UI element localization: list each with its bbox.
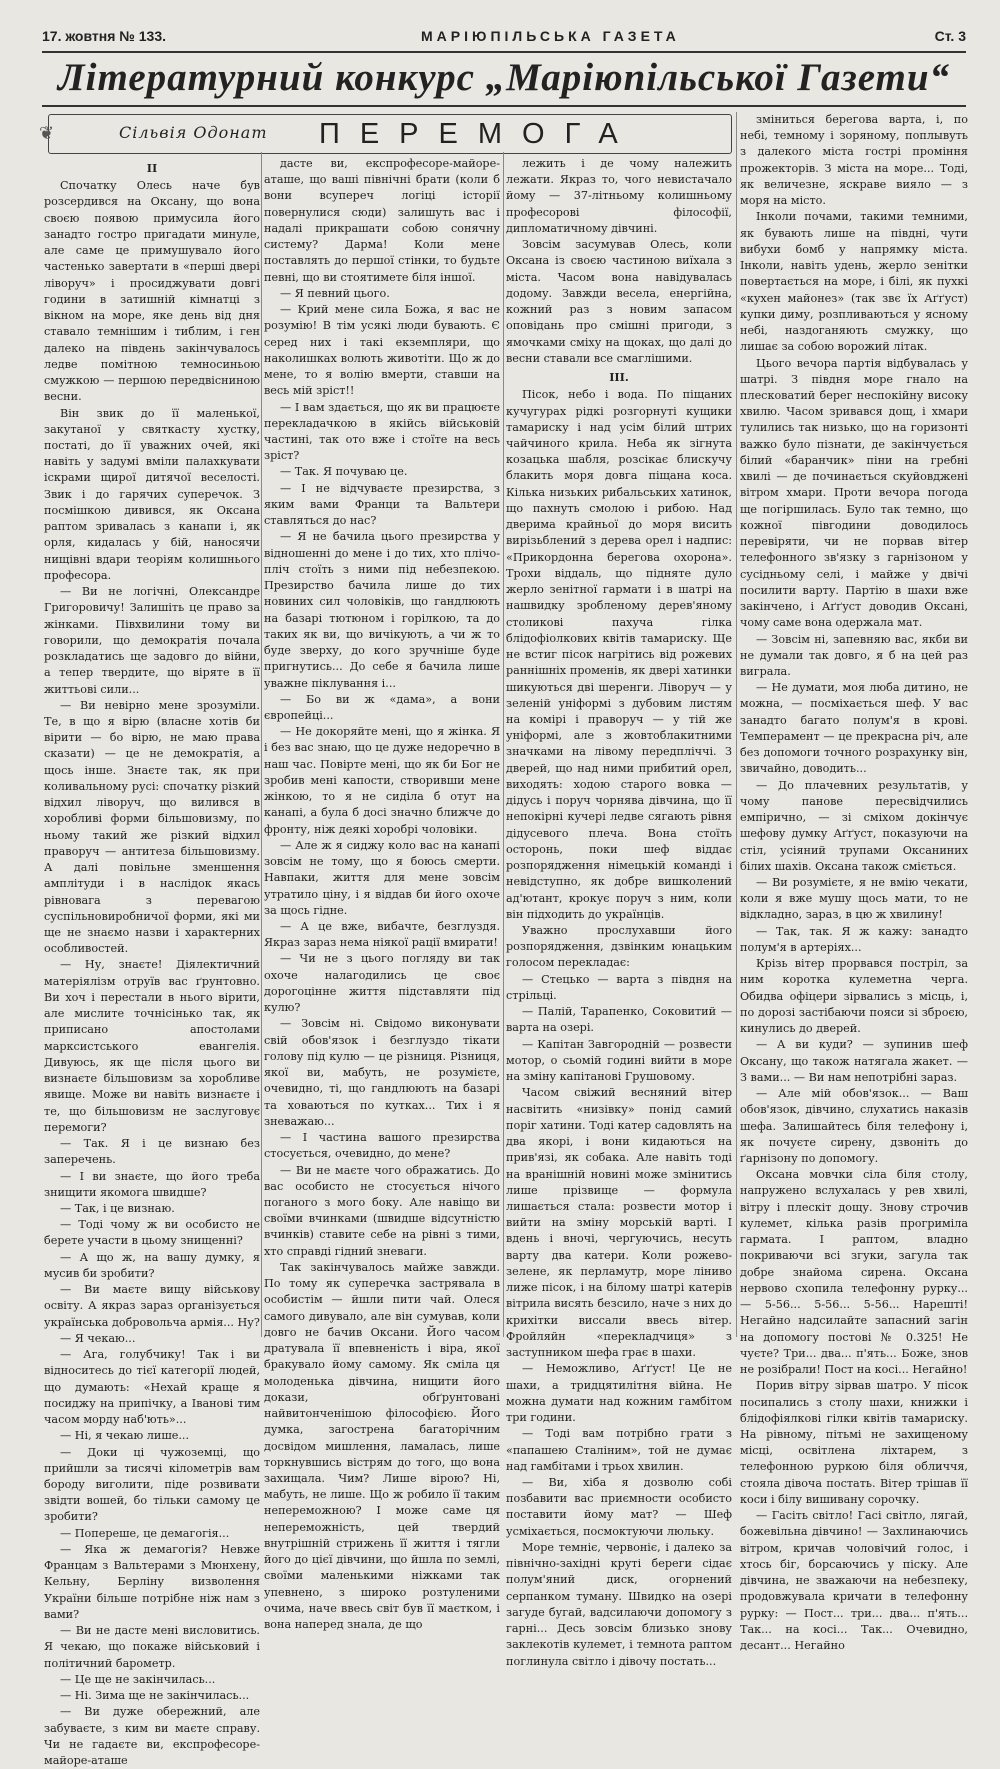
paragraph: — Чи не з цього погляду ви так охоче налагодились це своє дорогоцінне життя підставляти під кулю? <box>264 952 500 1015</box>
text-column-2 <box>264 156 500 1632</box>
column-divider <box>503 152 504 1337</box>
paragraph: — І частина вашого презирства стосується, очевидно, до мене? <box>264 1131 500 1161</box>
paragraph: — А що ж, на вашу думку, я мусив би зробити? <box>44 1250 260 1280</box>
text-column-4 <box>740 112 968 1653</box>
paragraph: — Не думати, моя люба дитино, не можна, — посміхається шеф. У вас занадто багато полум'я в крові. Темперамент — це прекрасна річ, але без допомоги точного розрахунку він, звичайно, доводить... <box>740 681 968 776</box>
paragraph: — Попереше, це демагогія... <box>60 1526 230 1540</box>
paragraph: — Тоді вам потрібно грати з «папашею Сталіним», той не думає над гамбітами і трьох хвилин. <box>506 1427 732 1473</box>
paragraph: — Але мій обов'язок... — Ваш обов'язок, дівчино, слухатись наказів шефа. Залишайтесь біля телефону і, як почуєте сирену, дзвоніть до ґарнізону по допомогу. <box>740 1087 968 1165</box>
text-column-1 <box>44 158 260 1767</box>
paragraph: — Ви невірно мене зрозуміли. Те, в що я вірю (власне хотів би вірити — бо вірю, не маю права сказати) — це не демократія, а щось інше. Знаєте так, як при коливальному русі: спочатку різкий відхил ліворуч, що вилився в хоробливі форми більшовизму, по ньому такий же різкий відхил праворуч — антитеза більшовизму. А далі повільне зменшення амплітуди і в наслідок якась рівновага з перевагою суспільновиробничої форми, які ми ще не знаємо назви і характерних особливостей. <box>44 698 260 956</box>
story-title-box <box>39 114 732 154</box>
paragraph: — Так, і це визнаю. <box>60 1202 175 1215</box>
paragraph: — Ні. Зима ще не закінчилась... <box>60 1689 250 1703</box>
issue-date: 17. жовтня № 133. <box>42 28 167 44</box>
paragraph: — І не відчуваєте презирства, з яким вами Франци та Вальтери ставляться до нас? <box>264 481 500 528</box>
paragraph: — Зовсім ні, запевняю вас, якби ви не думали так довго, я б на цей раз виграла. <box>740 632 968 678</box>
paragraph: — Я не бачила цього презирства у відношенні до мене і до тих, хто плічо-пліч стоїть з ними під небезпекою. Презирство бачила лише до тих новиних сил чоловіків, що гандлюють на базарі тютюном і горілкою, та до таких як ви, що вичікують, а чи ж то буде зверху, до кого зручніше буде пригнутись... До себе я бачила лише уважне піклування і... <box>264 530 500 690</box>
paragraph: — Ага, голубчику! Так і ви відноситесь до тієї категорії людей, що думають: «Нехай краще я посиджу на припічку, а Іванові тим часом морду наб'ють»... <box>44 1348 260 1427</box>
story-author: Сільвія Одонат <box>119 123 268 142</box>
paragraph: — Ні, я чекаю лише... <box>60 1429 190 1443</box>
paragraph: — Ну, знаєте! Діялектичний матеріялізм отруїв вас ґрунтовно. Ви хоч і перестали в нього вірити, але мислите точнісінько так, як приписано апостолами марксистського евангелія. Дивуюсь, як ще після цього ви визнаєте більшовизм за хоробливе явище. Може ви навіть визнаєте і те, що більшовизм не заслуговує перемоги? <box>44 958 260 1134</box>
paragraph: — До плачевних результатів, у чому панове пересвідчились емпірично, — зі сміхом докінчує шефову думку Аґґуст, показуючи на стіл, усіяний трупами Оксаниних білих шахів. Оксана також сміється. <box>740 778 968 873</box>
paragraph: — Яка ж демагогія? Невже Францам з Вальтерами з Мюнхену, Кельну, Берліну визволення України більше потрібне ніж нам з вами? <box>44 1542 260 1621</box>
ornament-icon: ❦ <box>39 123 55 144</box>
column-divider <box>736 112 737 1337</box>
paragraph: — І ви знаєте, що його треба знищити якомога швидше? <box>44 1169 260 1199</box>
paragraph: — Не докоряйте мені, що я жінка. Я і без вас знаю, що це дуже недоречно в наш час. Повірте мені, що як би Бог не зробив мені капости, створивши мене жінкою, то я не сиділа б отут на канапі, а була б досі значно ближче до фронту, ніж деякі хоробрі чоловіки. <box>264 725 500 836</box>
paragraph: — Крий мене сила Божа, я вас не розумію! В тім усякі люди бувають. Є серед них і такі екземпляри, що наколишках волють животіти. Що ж до мене, то я волію вмерти, ставши на весь мій зріст!! <box>264 303 500 398</box>
paragraph: — Ви не логічні, Олександре Григоровичу! Залишіть це право за жінками. Півхвилини тому ви говорили, що демократія почала розкладатись ще задовго до війни, а тепер твердите, що віряте в її життьові сили... <box>44 585 260 696</box>
paragraph: — Бо ви ж «дама», а вони європейці... <box>264 692 500 722</box>
paragraph: Пісок, небо і вода. По піщаних кучугурах рідкі розгорнуті кущики тамариску і над усім білий штрих чайчиного крила. Неба як зігнута козацька шабля, розсікає блискучу блакить моря довга піщана коса. Кілька низьких рибальських хатинок, що пахнуть смолою і рибою. Над дверима крайньої до моря висить вирізьблений з дерева орел і надпис: «Прикордонна берегова охорона». Трохи віддаль, що підняте дуло жерло зенітної гармати і в шатрі на нашвидку зробленому дерев'яному столикові пахуча гілка блідофіолкових квітів тамариску. Ще не встиг пісок нагрітись від рожевих раннішніх променів, як двері хатинки шикуються дві шеренги. Ліворуч — у зеленій уніформі з дубовим листям на комірі і праворуч — у тій же уніформі, але з жовтоблакитними значками на лівому передпліччі. З дверей, що над ними прибитий орел, виходять: ходою старого вовка — дідусь і поруч чорнява дівчина, що її непокірні кучері ледве сягають рівня дідусевого плеча. Вона стоїть осторонь, поки шеф віддає розпорядження німецькій команді і невідступно, як добре вишколений ад'ютант, крокує поруч з ним, коли він підходить до українців. <box>506 388 732 921</box>
paragraph: Часом свіжий весняний вітер насвітить «низівку» понід самий поріг хатини. Тоді катер садовлять на два якорі, і вони кидаються на прив'язі, як собака. Але навіть тоді на вранішній новині може змінитись лише прізвище — формула лишається стала: розвести мотор і вийти на зміну морській варті. І вдень і вночі, чергуючись, несуть варту два катери. Коли рожево-зелене, як перламутр, море ліниво лиже пісок, і на білому шатрі катерів вітрила висять безсило, наче з них до крихітки виссали ввесь вітер. Фройляйн «перекладчиця» з заступником шефа грає в шахи. <box>506 1086 732 1360</box>
paragraph: — А це вже, вибачте, безглуздя. Якраз зараз нема ніякої рації вмирати! <box>264 920 500 950</box>
paragraph: — Я чекаю... <box>60 1331 136 1345</box>
paragraph: — Ви не маєте чого ображатись. До вас особисто не стосується нічого поганого з мого боку. Але навіщо ви своїми вчинками (швидше відсутністю вчинків) ставите себе на рівні з тими, хто справді гідний зневаги. <box>264 1163 500 1258</box>
paragraph: — Я певний цього. <box>280 286 390 300</box>
paragraph: — Ви дуже обережний, але забуваєте, з ким ви маєте справу. Чи не гадаєте ви, експрофесоре-майоре-аташе <box>44 1705 260 1767</box>
paragraph: — Гасіть світло! Гасі світло, лягай, божевільна дівчино! — Захлинаючись вітром, кричав чоловічий голос, і хтось біг, борсаючись у піску. Але дівчина, не зважаючи на небезпеку, продовжувала кричати в телефонну рурку: — Пост... три... два... п'ять... Так... на косі... Так... Очевидно, десант... Негайно <box>740 1509 968 1653</box>
paragraph: Він звик до її маленької, закутаної у святкасту хустку, постаті, до її уважних очей, які навіть у задумі вміли палахкувати іскрами щирої дитячої веселості. Звик і до гарячих суперечок. З посмішкою дивився, як Оксана раптом зривалась з канапи і, як орля, кидалась у бій, наносячи нищівні вдари теоріям колишнього професора. <box>44 406 260 582</box>
paragraph: Море темніє, червоніє, і далеко за північно-західні круті береги сідає полум'яний диск, огорнений серпанком туману. Швидко на озері загуде бугай, вадсилаючи допомогу з гарні... Десь зовсім близько знову заклекотів кулемет, і темнота раптом поглинула світло і дівочу постать... <box>506 1540 732 1668</box>
story-title: ПЕРЕМОГА <box>319 118 638 150</box>
paragraph: зміниться берегова варта, і, по небі, темному і зоряному, поплывуть з далекого міста гострі проміння прожекторів. З міста на море... Тоді, як величезне, яскраве вияло — з моря на місто. <box>740 113 968 208</box>
page-number: Ст. 3 <box>934 28 966 44</box>
paragraph: — Палій, Тарапенко, Соковитий — варта на озері. <box>506 1005 732 1035</box>
paragraph: Спочатку Олесь наче був розсердився на Оксану, що вона своєю появою примусила його занадто гостро пригадати минуле, але саме це примушувало його частенько завертати в «перші двері ліворуч» і просиджувати довгі години в затишній кімнатці з вікном на море, яке день від дня ставало темнішим і тиблим, і ген далеко на південь закінчувалось ледве помітною темносиньою смужкою — першою передвісниною весни. <box>44 179 260 404</box>
text-column-3 <box>506 156 732 1668</box>
section-number: II <box>146 161 158 175</box>
newspaper-name: МАРІЮПІЛЬСЬКА ГАЗЕТА <box>421 28 680 44</box>
paragraph: Крізь вітер прорвався постріл, за ним коротка кулеметна черга. Обидва офіцери зірвались з місць, і, по дорозі застібаючи пояси зі зброєю, кинулись до дверей. <box>740 957 968 1036</box>
section-number: III. <box>609 370 629 385</box>
paragraph: — Капітан Завгородній — розвести мотор, о сьомій годині вийти в море на зміну капітанові Грушовому. <box>506 1037 732 1084</box>
paragraph: — Ви, хіба я дозволю собі позбавити вас приємности особисто поставити йому мат? — Шеф усміхається, посмоктуючи люльку. <box>506 1475 732 1538</box>
paragraph: Уважно прослухавши його розпорядження, дзвінким юнацьким голосом перекладає: <box>506 924 732 970</box>
paragraph: — Так. Я почуваю це. <box>280 465 408 479</box>
paragraph: — Ви не дасте мені висловитись. Я чекаю, що покаже військовий і політичний барометр. <box>44 1624 260 1670</box>
paragraph: — Але ж я сиджу коло вас на канапі зовсім не тому, що я боюсь смерти. Навпаки, життя для мене зовсім утратило ціну, і я віддав би його охоче за щось гідне. <box>264 838 500 917</box>
page-header <box>42 24 966 53</box>
column-divider <box>261 152 262 1337</box>
paragraph: Зовсім засумував Олесь, коли Оксана із своєю частиною виїхала з міста. Часом вона навідувалась додому. Завжди весела, енергійна, кожний раз з новим запасом оповідань про смішні пригоди, з ямочками сміху на щоках, що далі до весни ставали все смаглішими. <box>506 238 732 365</box>
paragraph: — Зовсім ні. Свідомо виконувати свій обов'язок і безглуздо тікати голову під кулю — це різниця. Різниця, якої ви, мабуть, не розумієте, очевидно, ті, що гандлюють на базарі та ховаються по кутках... Тих і я зневажаю... <box>264 1017 500 1128</box>
paragraph: — Тоді чому ж ви особисто не берете участи в цьому знищенні? <box>44 1218 260 1248</box>
paragraph: — Неможливо, Аґґуст! Це не шахи, а тридцятилітня війна. Не можна думати над кожним гамбітом три години. <box>506 1362 732 1425</box>
paragraph: — Так. Я і це визнаю без заперечень. <box>44 1137 260 1167</box>
paragraph: — Ви маєте вищу військову освіту. А якраз зараз організується українська добровольча армія... Ну? <box>44 1283 260 1329</box>
paragraph: — Доки ці чужоземці, що прийшли за тисячі кілометрів вам бороду виголити, піде розвивати звідти вошей, бо тільки самому це зробити? <box>44 1445 260 1524</box>
paragraph: Інколи почами, такими темними, як бувають лише на півдні, чути вибухи бомб у напрямку міста. Інколи, навіть удень, жерло зенітки повертається на море, і білі, як пухкі «кухен майонез» (так звє їх Аґґуст) купки диму, розпливаються у ясному небі, наздоганяють смужку, що лишає за собою ворожий літак. <box>740 210 968 354</box>
paragraph: — Це ще не закінчилась... <box>60 1672 216 1686</box>
paragraph: Оксана мовчки сіла біля столу, напружено вслухалась у рев хвилі, вітру і плескіт дощу. Знову строчив кулемет, кілька разів прогриміла гармата. І раптом, владно покриваючи всі згуки, загула так добре знайома сирена. Оксана нервово схопила телефонну рурку... — 5-56... 5-56... 5-56... Нарешті! Негайно надсилайте запасний загін на допомогу постові № 0.325! Не чуєте? Три... два... п'ять... Боже, знов не розібрали! Пост на косі... Негайно! <box>740 1168 968 1377</box>
paragraph: Порив вітру зірвав шатро. У пісок посипались з столу шахи, книжки і блідофіялкові гілки квітів тамариску. На рівному, пітьмі не захищеному місці, освітлена ліхтарем, з телефонною руркою біля обличчя, стояла дівоча постать. Вітер трішав її коси і білу вишивану сорочку. <box>740 1379 968 1506</box>
paragraph: Цього вечора партія відбувалась у шатрі. З півдня море гнало на плесковатий берег неспокійну високу хвилю. Часом зривався дощ, і хмари тулились так низько, що на горизонті важко було пізнати, де закінчується білий «баранчик» піни на гребні хвилі — де починається скуйовджені вітром хмари. Проти вечора погода ще погіршилась. Було так темно, що кожної півгодини доводилось перевіряти, чи не порвав вітер телефонного зв'язку з гарнізоном у сусідньому селі, і майже у двічі посилити варту. Партію в шахи вже закінчено, і Аґґуст доводив Оксані, чому саме вона одержала мат. <box>740 356 968 630</box>
contest-headline: Літературний конкурс „Маріюпільської Газети“ <box>42 55 966 107</box>
paragraph: — І вам здається, що як ви працюєте перекладачкою в якійсь військовій частині, так ото вже і стоїте на весь зріст? <box>264 400 500 463</box>
paragraph: лежить і де чому належить лежати. Якраз то, чого невистачало йому — 37-літньому колишньому професорові філософії, дипломатичному дівчині. <box>506 157 732 235</box>
paragraph: Так закінчувалось майже завжди. По тому як суперечка застрявала в особистім — йшли пити чай. Олеся самого дивувало, але він сумував, коли довго не бачив Оксани. Його часом дратувала її впевненість і віра, якої бракувало йому самому. Як сміла ця молоденька дівчина, нищити його докази, обґрунтовані найвитонченішою філософією. Його думка, загострена багаторічним досвідом мишлення, ламалась, лише торкнувшись вістрям до того, що вона захищала. Чим? Лише вірою? Ні, мабуть, не лише. Що ж робило її таким непереможною? І може саме ця непереможність, цей твердий внутрішній стрижень її життя і тягли його до цієї дівчини, що йшла по землі, своїми маленькими ніжками так упевнено, з широко розтуленими очима, наче ввесь світ був її маєтком, і вона наперед знала, де що <box>264 1260 500 1632</box>
paragraph: — Так, так. Я ж кажу: занадто полум'я в артеріях... <box>740 924 968 954</box>
paragraph: — А ви куди? — зупинив шеф Оксану, що також натягала жакет. — З вами... — Ви нам непотрібні зараз. <box>740 1038 968 1084</box>
paragraph: — Ви розумієте, я не вмію чекати, коли я вже мушу щось мати, то не відкладно, зараз, в цю ж хвилину! <box>740 876 968 922</box>
paragraph: дасте ви, експрофесоре-майоре-аташе, що ваші північні брати (коли б вони всупереч логіці історії повернулися сюди) залишуть вас і надалі прикрашати собою сонячну систему? Дарма! Коли мене поставлять до першої стінки, то будьте певні, що ви стоятимете біля іншої. <box>264 157 500 284</box>
paragraph: — Стецько — варта з півдня на стрільці. <box>506 972 732 1002</box>
